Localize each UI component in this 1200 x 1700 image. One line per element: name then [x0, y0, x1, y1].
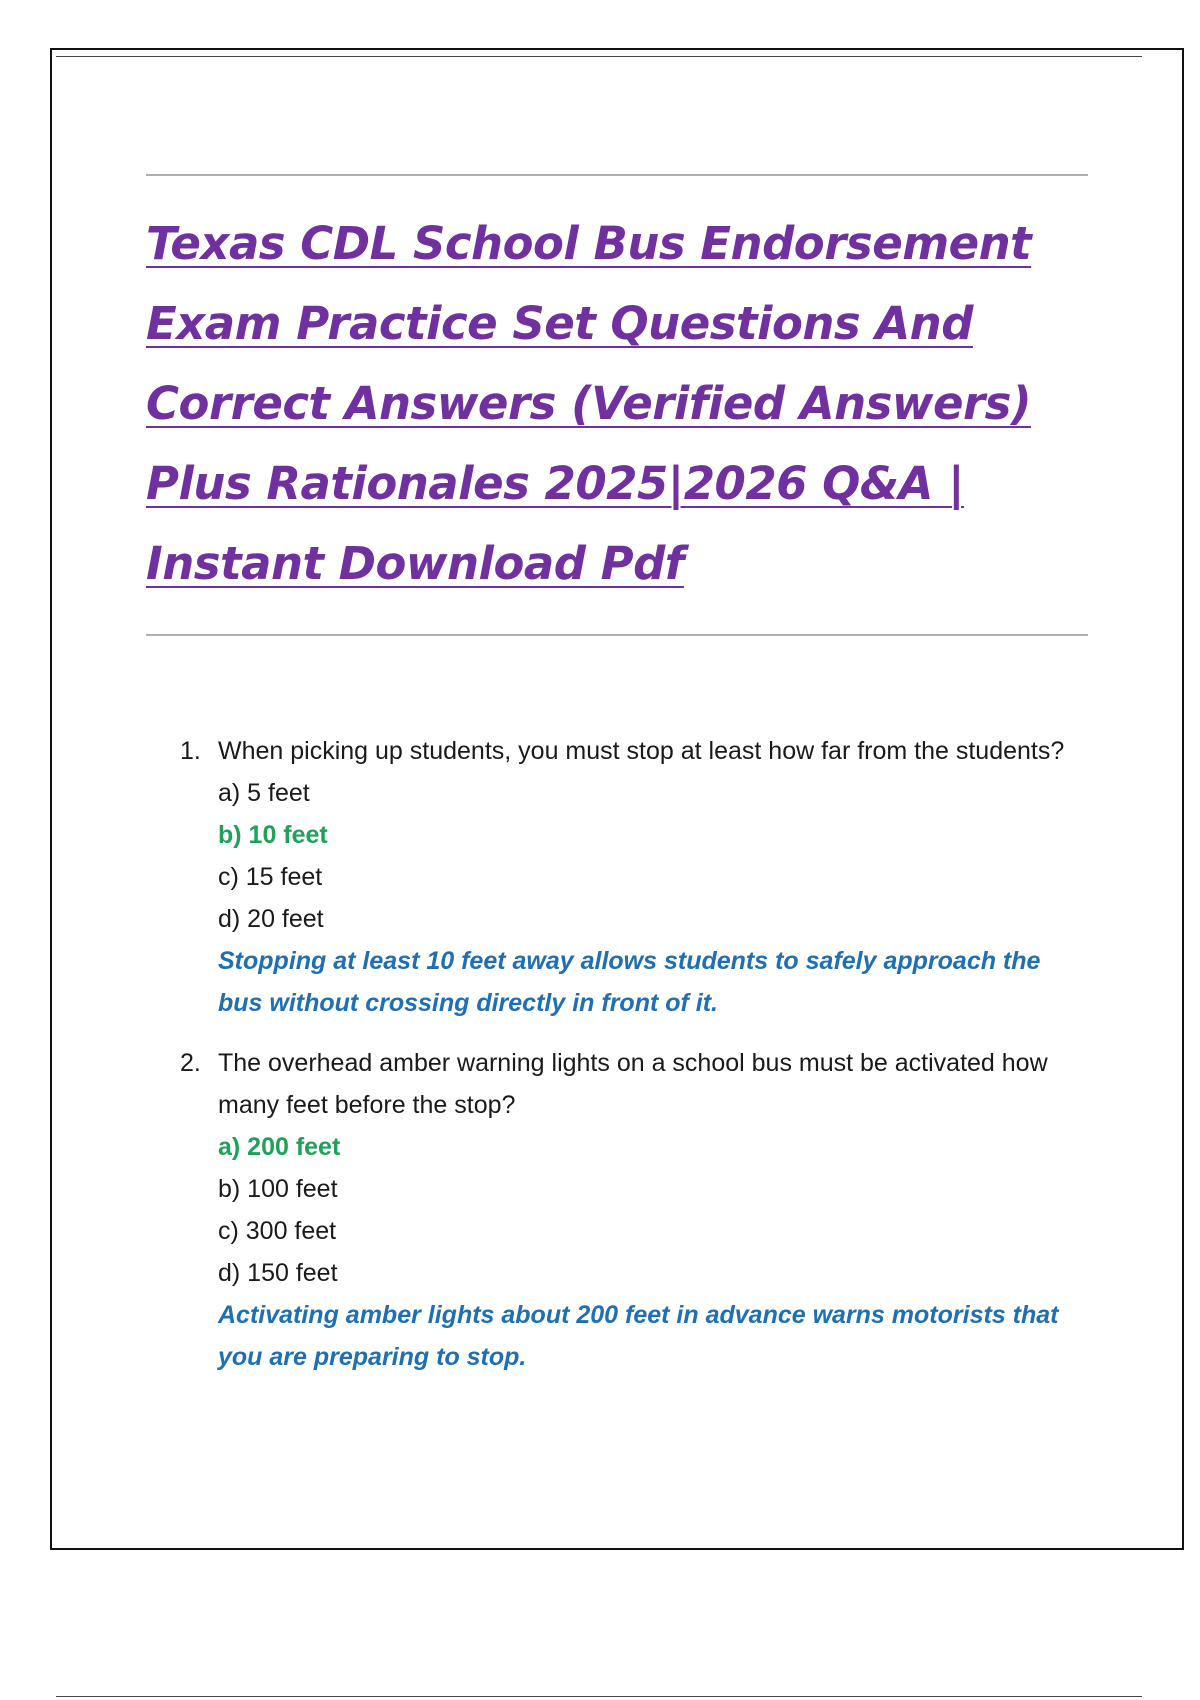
question-text: When picking up students, you must stop at least how far from the students?: [218, 737, 1065, 765]
question-number: 2.: [180, 1049, 201, 1077]
question-text: The overhead amber warning lights on a school bus must be activated how many feet before the stop?: [218, 1049, 1048, 1119]
answer-option-a: a) 5 feet: [218, 779, 310, 807]
title-rule-top: [146, 174, 1088, 176]
answer-option-c: c) 300 feet: [218, 1217, 337, 1245]
answer-option-d: d) 150 feet: [218, 1259, 338, 1287]
answer-option-c: c) 15 feet: [218, 863, 323, 891]
frame-top-line: [56, 56, 1142, 57]
question-body: [218, 730, 1080, 1024]
answer-rationale: Activating amber lights about 200 feet in advance warns motorists that you are preparing to stop.: [218, 1301, 1059, 1371]
answer-option-b: b) 100 feet: [218, 1175, 338, 1203]
question-2: [180, 1042, 1080, 1378]
question-list: [180, 730, 1080, 1396]
question-number: 1.: [180, 737, 201, 765]
question-1: [180, 730, 1080, 1024]
document-title: Texas CDL School Bus Endorsement Exam Practice Set Questions And Correct Answers (Verified Answers) Plus Rationales 2025|2026 Q&A | Instant Download Pdf: [146, 217, 1032, 590]
answer-rationale: Stopping at least 10 feet away allows students to safely approach the bus without crossing directly in front of it.: [218, 947, 1041, 1017]
answer-option-a-correct: a) 200 feet: [218, 1133, 341, 1161]
answer-option-d: d) 20 feet: [218, 905, 324, 933]
next-page-top-line: [56, 1696, 1142, 1697]
title-rule-bottom: [146, 634, 1088, 636]
answer-option-b-correct: b) 10 feet: [218, 821, 328, 849]
question-body: [218, 1042, 1080, 1378]
